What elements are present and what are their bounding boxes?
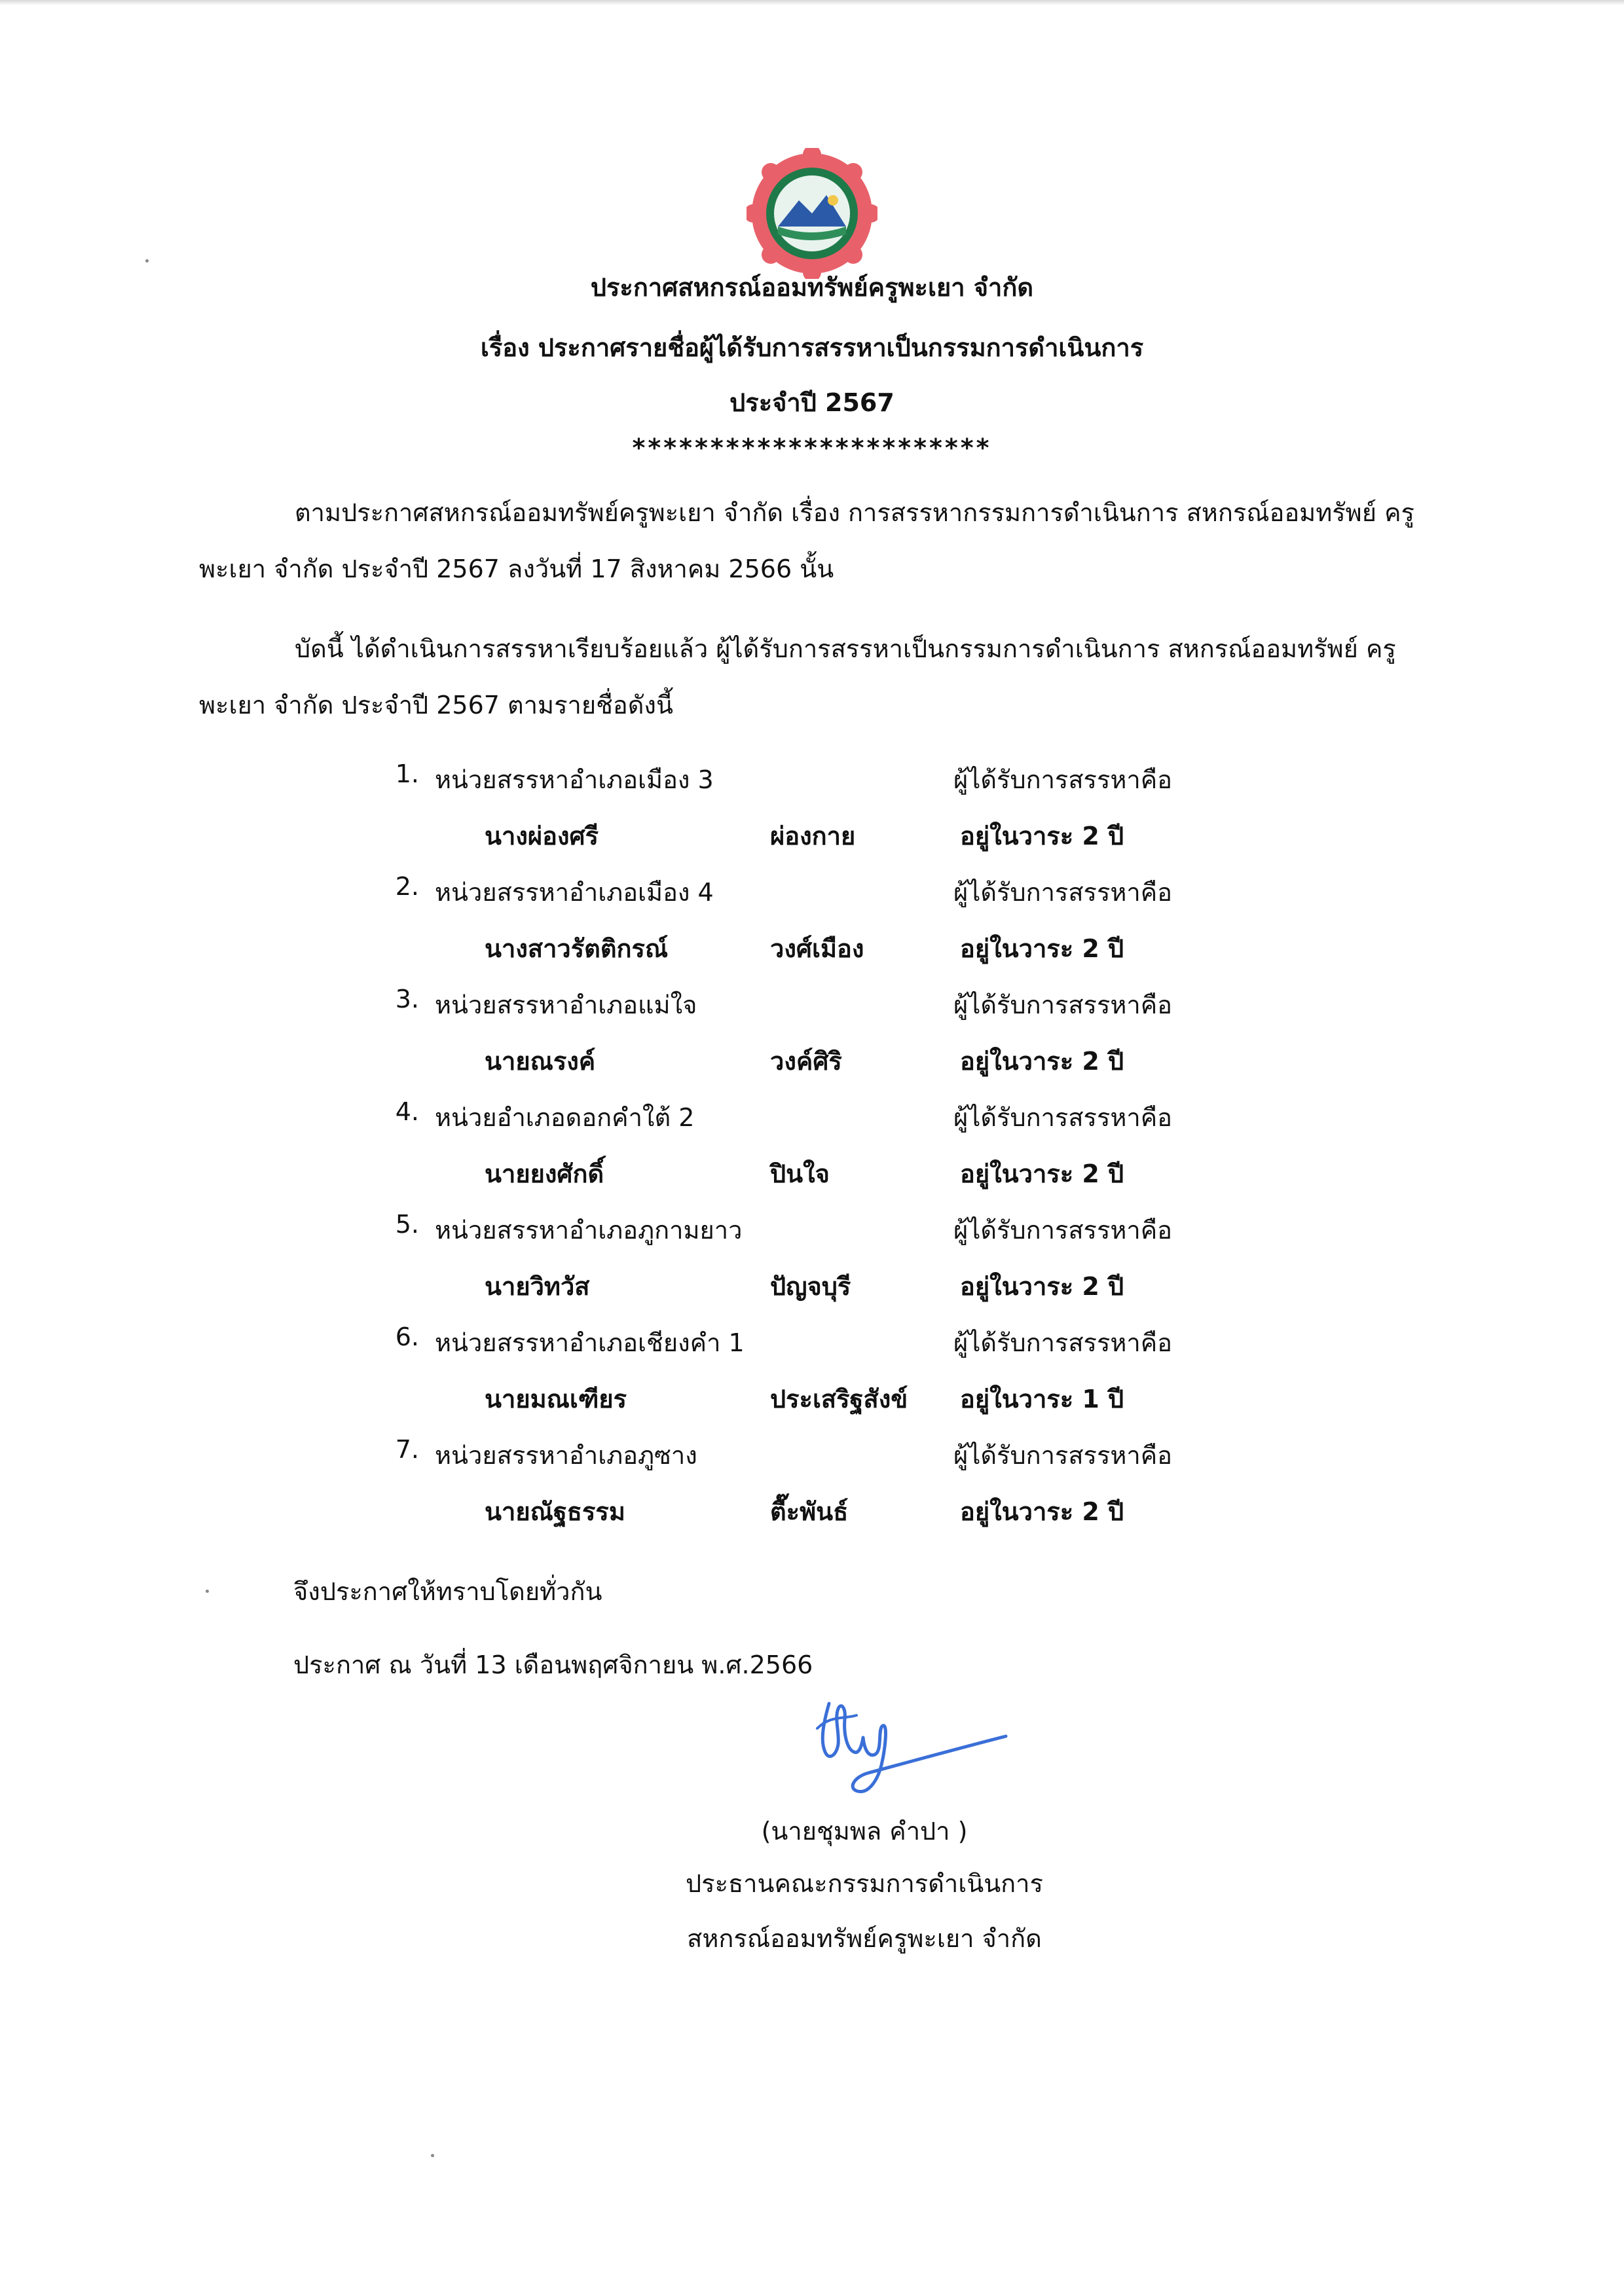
nominee-last-name: ปินใจ [770,1159,830,1188]
nominee-term: อยู่ในวาระ 2 ปี [960,934,1124,963]
document-title: ประกาศสหกรณ์ออมทรัพย์ครูพะเยา จำกัด [590,273,1034,302]
signatory-position: ประธานคณะกรรมการดำเนินการ [686,1869,1043,1898]
nominee-last-name: ปัญจบุรี [770,1272,851,1301]
result-label: ผู้ได้รับการสรรหาคือ [953,878,1172,907]
result-label: ผู้ได้รับการสรรหาคือ [953,991,1172,1019]
nominee-last-name: วงค์ศิริ [770,1047,842,1076]
document-year: ประจำปี 2567 [729,388,895,417]
paragraph-reference-text: ตามประกาศสหกรณ์ออมทรัพย์ครูพะเยา จำกัด เรื่อง การสรรหากรรมการดำเนินการ สหกรณ์ออมทรัพย์ ครูพะเยา จำกัด ประจำปี 2567 ลงวันที่ 17 สิงหาคม 2566 นั้น [199,498,1414,583]
nominee-term: อยู่ในวาระ 2 ปี [960,1497,1124,1526]
scan-speck [431,2154,434,2157]
nominee-last-name: วงศ์เมือง [770,934,864,963]
nominee-first-name: นายวิทวัส [485,1272,590,1301]
nominee-term: อยู่ในวาระ 2 ปี [960,1272,1124,1301]
nominee-last-name: ผ่องกาย [770,822,856,850]
nomination-unit: หน่วยสรรหาอำเภอแม่ใจ [435,991,697,1019]
nominee-last-name: ตื๊ะพันธ์ [770,1497,849,1526]
signatory-organization: สหกรณ์ออมทรัพย์ครูพะเยา จำกัด [687,1924,1042,1953]
nominee-first-name: นายยงศักดิ์ [485,1159,604,1188]
scan-edge [0,0,1624,5]
paragraph-reference [199,484,1430,597]
nominee-first-name: นายณรงค์ [485,1047,596,1076]
result-label: ผู้ได้รับการสรรหาคือ [953,1216,1172,1245]
nominee-first-name: นายมณเฑียร [485,1385,627,1413]
item-number: 6. [395,1322,419,1351]
item-number: 7. [395,1435,419,1464]
nomination-unit: หน่วยสรรหาอำเภอเชียงคำ 1 [435,1328,745,1357]
nomination-unit: หน่วยสรรหาอำเภอเมือง 3 [435,765,714,794]
nomination-unit: หน่วยอำเภอดอกคำใต้ 2 [435,1103,695,1132]
nominee-term: อยู่ในวาระ 2 ปี [960,1047,1124,1076]
nominee-last-name: ประเสริฐสังข์ [770,1385,908,1413]
scan-speck [145,259,149,263]
item-number: 1. [395,759,419,788]
paragraph-announcement [199,621,1430,733]
item-number: 3. [395,985,419,1013]
paragraph-announcement-text: บัดนี้ ได้ดำเนินการสรรหาเรียบร้อยแล้ว ผู้ได้รับการสรรหาเป็นกรรมการดำเนินการ สหกรณ์ออมทรัพย์ ครูพะเยา จำกัด ประจำปี 2567 ตามรายชื่อดังนี้ [199,634,1396,720]
nomination-unit: หน่วยสรรหาอำเภอภูซาง [435,1441,697,1470]
item-number: 4. [395,1097,419,1126]
item-number: 5. [395,1210,419,1239]
result-label: ผู้ได้รับการสรรหาคือ [953,1328,1172,1357]
list-item [0,1435,1624,1659]
title-separator: *********************** [632,433,992,462]
nomination-unit: หน่วยสรรหาอำเภอภูกามยาว [435,1216,743,1245]
nomination-unit: หน่วยสรรหาอำเภอเมือง 4 [435,878,714,907]
nominee-term: อยู่ในวาระ 2 ปี [960,822,1124,850]
signatory-name: (นายชุมพล คำปา ) [761,1817,968,1846]
result-label: ผู้ได้รับการสรรหาคือ [953,1441,1172,1470]
closing-notice: จึงประกาศให้ทราบโดยทั่วกัน [293,1577,602,1606]
scan-speck [206,1590,209,1593]
nominee-first-name: นายณัฐธรรม [485,1497,625,1526]
cooperative-seal-logo [747,148,877,279]
nominee-list [0,759,1624,1659]
item-number: 2. [395,872,419,901]
handwritten-signature [791,1689,1027,1800]
nominee-term: อยู่ในวาระ 1 ปี [960,1385,1124,1413]
announcement-date: ประกาศ ณ วันที่ 13 เดือนพฤศจิกายน พ.ศ.2566 [293,1650,813,1679]
nominee-first-name: นางสาวรัตติกรณ์ [485,934,669,963]
result-label: ผู้ได้รับการสรรหาคือ [953,765,1172,794]
result-label: ผู้ได้รับการสรรหาคือ [953,1103,1172,1132]
document-subject: เรื่อง ประกาศรายชื่อผู้ได้รับการสรรหาเป็นกรรมการดำเนินการ [480,333,1144,362]
nominee-term: อยู่ในวาระ 2 ปี [960,1159,1124,1188]
nominee-first-name: นางผ่องศรี [485,822,599,850]
